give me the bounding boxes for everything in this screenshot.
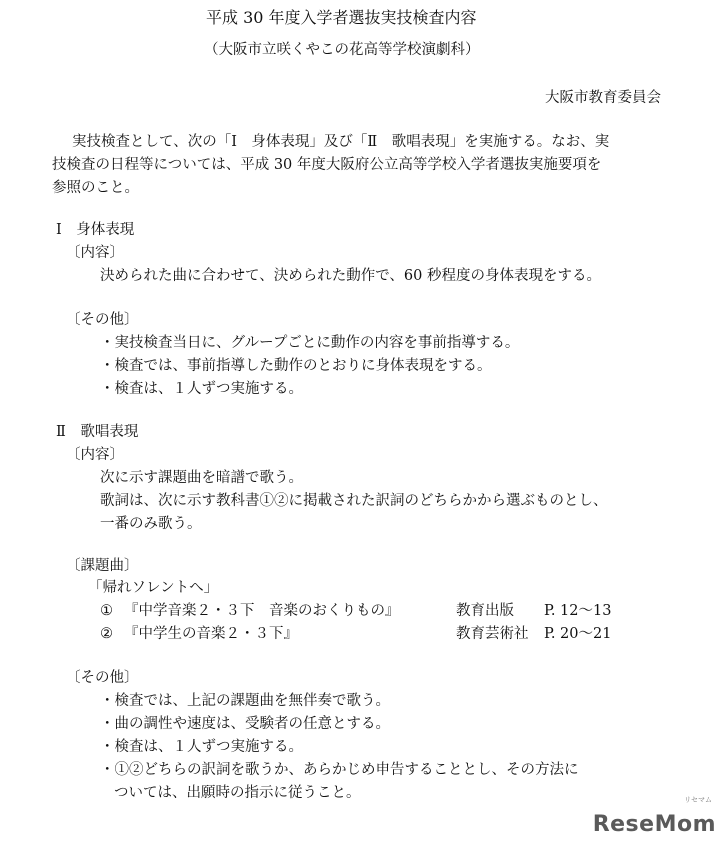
book-publisher: 教育芸術社: [456, 626, 529, 642]
list-item: ・検査は、１人ずつ実施する。: [100, 739, 303, 755]
book-number: ①: [100, 603, 113, 619]
intro-line-1: 実技検査として、次の「Ⅰ 身体表現」及び「Ⅱ 歌唱表現」を実施する。なお、実: [72, 134, 610, 150]
section-2-content-line-1: 次に示す課題曲を暗譜で歌う。: [100, 470, 303, 486]
resemom-logo: ReseMom: [592, 812, 716, 837]
section-1-other-label: 〔その他〕: [66, 312, 139, 328]
song-label: 〔課題曲〕: [66, 558, 139, 574]
song-title: 「帰れソレントへ」: [88, 580, 219, 596]
section-2-content-line-3: 一番のみ歌う。: [100, 516, 202, 532]
list-item: ・検査は、１人ずつ実施する。: [100, 381, 303, 397]
watermark-subtext: リセマム: [684, 796, 712, 804]
document-subtitle: （大阪市立咲くやこの花高等学校演劇科）: [204, 42, 480, 58]
book-publisher: 教育出版: [456, 603, 514, 619]
section-1-content-text: 決められた曲に合わせて、決められた動作で、60 秒程度の身体表現をする。: [100, 268, 601, 284]
list-item: ・①②どちらの訳詞を歌うか、あらかじめ申告することとし、その方法に: [100, 762, 579, 778]
section-1-content-label: 〔内容〕: [66, 245, 124, 261]
book-title: 『中学生の音楽２・３下』: [124, 626, 298, 642]
document-title: 平成 30 年度入学者選抜実技検査内容: [206, 8, 477, 27]
issuer: 大阪市教育委員会: [545, 90, 661, 106]
section-1-heading: Ⅰ 身体表現: [56, 222, 135, 238]
section-2-heading: Ⅱ 歌唱表現: [56, 424, 139, 440]
list-item: ・検査では、上記の課題曲を無伴奏で歌う。: [100, 693, 390, 709]
section-2-content-line-2: 歌詞は、次に示す教科書①②に掲載された訳詞のどちらかから選ぶものとし、: [100, 493, 608, 509]
book-number: ②: [100, 626, 113, 642]
list-item: ・検査では、事前指導した動作のとおりに身体表現をする。: [100, 358, 492, 374]
book-pages: P. 12～13: [544, 603, 612, 619]
book-title: 『中学音楽２・３下 音楽のおくりもの』: [124, 603, 400, 619]
section-2-content-label: 〔内容〕: [66, 447, 124, 463]
list-item: ・実技検査当日に、グループごとに動作の内容を事前指導する。: [100, 335, 520, 351]
list-item-continuation: ついては、出願時の指示に従うこと。: [114, 785, 361, 801]
intro-line-2: 技検査の日程等については、平成 30 年度大阪府公立高等学校入学者選抜実施要項を: [52, 157, 602, 173]
book-pages: P. 20～21: [544, 626, 612, 642]
section-2-other-label: 〔その他〕: [66, 670, 139, 686]
intro-line-3: 参照のこと。: [52, 180, 139, 196]
list-item: ・曲の調性や速度は、受験者の任意とする。: [100, 716, 390, 732]
